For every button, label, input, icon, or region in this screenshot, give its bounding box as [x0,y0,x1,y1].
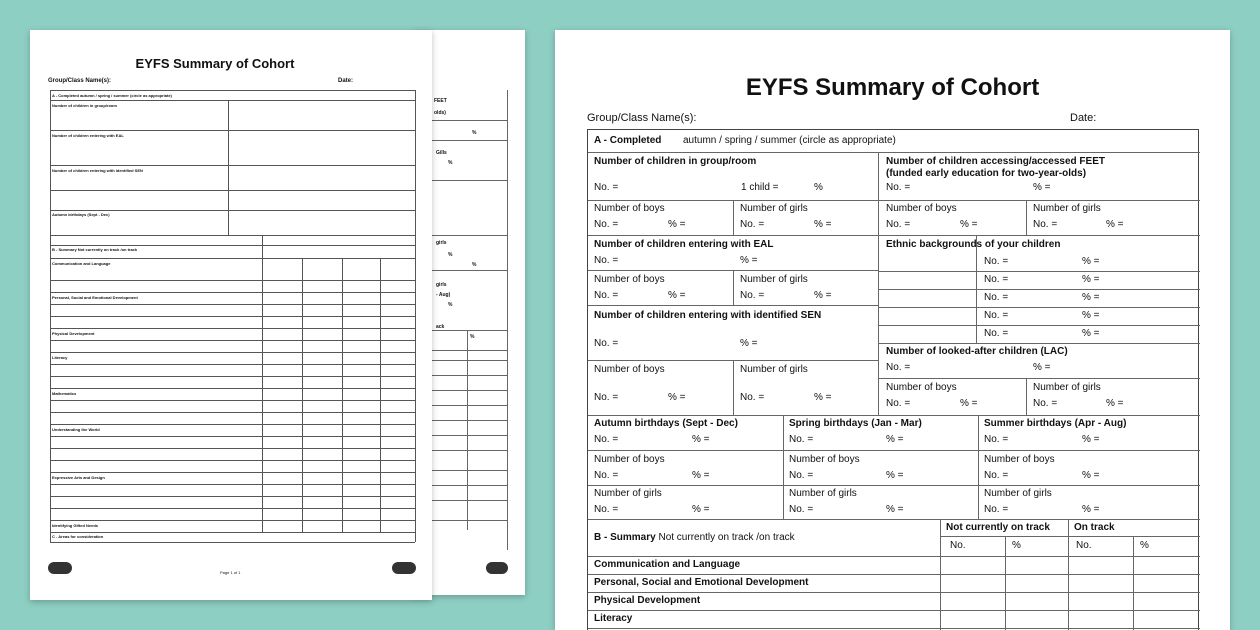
rule [50,165,415,166]
spring-birthdays-label: Spring birthdays (Jan - Mar) [789,418,922,429]
rule [50,352,415,353]
no-field: No. = [886,182,911,193]
thumbnail-row: Identifying Gifted Needs [52,523,99,528]
rule [507,90,508,550]
thumbnail-row: Autumn birthdays (Sept - Dec) [52,212,110,217]
no-field: No. = [789,504,814,515]
thumbnail-group-label: Group/Class Name(s): [48,78,112,84]
section-a-label: A - Completed [594,135,662,146]
back-label: FEET [434,98,447,104]
no-field: No. = [984,292,1009,303]
back-label: girls [436,282,447,288]
eal-label: Number of children entering with EAL [594,239,774,250]
rule [588,592,1200,593]
rule [50,472,415,473]
rule [878,343,1200,344]
rule [588,574,1200,575]
summer-birthdays-label: Summer birthdays (Apr - Aug) [984,418,1127,429]
rule [50,532,415,533]
area-row: Physical Development [594,595,701,606]
rule [50,520,415,521]
back-label: % [448,160,453,166]
rule [50,412,415,413]
percent-field: % = [1082,504,1100,515]
one-child-field: 1 child = [741,182,779,193]
percent-field: % = [1082,292,1100,303]
boys-label: Number of boys [594,274,665,285]
no-field: No. = [886,398,911,409]
boys-label: Number of boys [984,454,1055,465]
rule [50,210,415,211]
ethnic-label: Ethnic backgrounds of your children [886,239,1061,250]
rule [588,628,1200,629]
percent-field: % = [960,398,978,409]
percent-field: % = [1082,328,1100,339]
rule [50,292,415,293]
boys-label: Number of boys [886,203,957,214]
no-field: No. = [594,470,619,481]
children-in-group-label: Number of children in group/room [594,156,757,167]
no-field: No. = [789,470,814,481]
percent-field: % = [740,338,758,349]
no-field: No. = [594,182,619,193]
back-label: % [448,302,453,308]
percent-field: % = [1082,256,1100,267]
rule [50,508,415,509]
rule [878,289,1200,290]
rule [50,316,415,317]
no-field: No. = [984,310,1009,321]
percent-field: % [814,182,823,193]
form-table [587,129,1199,630]
rule [50,388,415,389]
no-column-header: No. [950,540,966,551]
rule [1133,536,1134,630]
logo-icon [392,562,416,574]
no-field: No. = [984,274,1009,285]
rule [940,536,1200,537]
document-page [555,30,1230,630]
thumbnail-date-label: Date: [338,78,354,84]
back-label: ack [436,324,445,330]
percent-field: % = [814,219,832,230]
thumbnail-row: Literacy [52,355,68,360]
rule [976,235,977,343]
rule [733,360,734,415]
back-label: olds) [434,110,446,116]
percent-field: % = [692,470,710,481]
rule [588,200,1200,201]
thumbnail-title: EYFS Summary of Cohort [135,56,295,71]
rule [50,424,415,425]
rule [50,280,415,281]
no-field: No. = [594,504,619,515]
thumbnail-row: Physical Development [52,331,95,336]
rule [588,152,1200,153]
back-label: % [448,252,453,258]
boys-label: Number of boys [594,203,665,214]
percent-field: % = [886,504,904,515]
no-column-header: No. [1076,540,1092,551]
rule [467,330,468,530]
boys-label: Number of boys [594,454,665,465]
section-a-options: autumn / spring / summer (circle as appropriate) [683,135,896,146]
rule [228,100,229,235]
girls-label: Number of girls [740,274,808,285]
no-field: No. = [594,434,619,445]
girls-label: Number of girls [984,488,1052,499]
thumbnail-document-page [30,30,432,600]
rule [50,100,415,101]
percent-field: % = [668,290,686,301]
rule [1026,200,1027,235]
percent-field: % = [1082,310,1100,321]
no-field: No. = [594,338,619,349]
percent-field: % = [814,392,832,403]
rule [588,415,1200,416]
summary-title: B - Summary [594,532,656,543]
back-label: % [472,130,477,136]
rule [878,307,1200,308]
rule [733,270,734,305]
no-field: No. = [984,328,1009,339]
no-field: No. = [984,256,1009,267]
rule [50,190,415,191]
rule [588,610,1200,611]
rule [50,235,415,236]
rule [1068,519,1069,630]
rule [733,200,734,235]
back-label: % [470,334,475,340]
logo-icon [486,562,508,574]
percent-column-header: % [1140,540,1149,551]
back-label: % [472,262,477,268]
rule [50,364,415,365]
boys-label: Number of boys [789,454,860,465]
no-field: No. = [740,219,765,230]
rule [978,415,979,519]
rule [302,258,303,532]
percent-field: % = [1082,434,1100,445]
no-field: No. = [740,290,765,301]
date-label: Date: [1070,112,1097,124]
no-field: No. = [886,219,911,230]
back-label: - Aug) [436,292,451,298]
rule [588,305,878,306]
on-track-header: On track [1074,522,1115,533]
rule [50,448,415,449]
percent-field: % = [1106,398,1124,409]
no-field: No. = [740,392,765,403]
lac-label: Number of looked-after children (LAC) [886,346,1068,357]
area-row: Communication and Language [594,559,741,570]
no-field: No. = [1033,398,1058,409]
no-field: No. = [1033,219,1058,230]
feet-label: Number of children accessing/accessed FEET [886,156,1105,167]
group-class-label: Group/Class Name(s): [587,112,697,124]
rule [588,235,1200,236]
not-on-track-header: Not currently on track [946,522,1050,533]
no-field: No. = [594,255,619,266]
thumbnail-row: Expressive Arts and Design [52,475,105,480]
rule [588,450,1200,451]
rule [588,556,1200,557]
percent-field: % = [668,392,686,403]
rule [50,542,415,543]
feet-sub-label: (funded early education for two-year-olds) [886,168,1087,179]
percent-field: % = [692,504,710,515]
rule [415,90,416,542]
percent-field: % = [886,434,904,445]
thumbnail-row: Number of children in group/room [52,103,117,108]
percent-field: % = [1106,219,1124,230]
area-row: Literacy [594,613,633,624]
percent-field: % = [740,255,758,266]
boys-label: Number of boys [886,382,957,393]
no-field: No. = [984,470,1009,481]
rule [50,304,415,305]
girls-label: Number of girls [1033,382,1101,393]
rule [1005,536,1006,630]
rule [50,245,415,246]
percent-column-header: % [1012,540,1021,551]
thumbnail-row: B - Summary Not currently on track /on track [52,247,138,252]
back-label: girls [436,240,447,246]
percent-field: % = [1033,182,1051,193]
rule [50,90,415,91]
thumbnail-page-number: Page 1 of 1 [220,570,241,575]
rule [50,258,415,259]
rule [50,376,415,377]
rule [262,235,263,258]
rule [262,258,263,532]
thumbnail-row: Communication and Language [52,261,111,266]
summary-sub: Not currently on track /on track [658,532,795,543]
no-field: No. = [594,290,619,301]
percent-field: % = [692,434,710,445]
no-field: No. = [886,362,911,373]
summary-label [594,532,795,544]
no-field: No. = [594,219,619,230]
percent-field: % = [960,219,978,230]
rule [380,258,381,532]
rule [50,90,51,542]
page-title: EYFS Summary of Cohort [745,74,1040,101]
logo-icon [48,562,72,574]
rule [50,400,415,401]
rule [50,436,415,437]
thumbnail-row: Number of children entering with EAL [52,133,124,138]
thumbnail-row: Number of children entering with identified SEN [52,168,143,173]
percent-field: % = [1033,362,1051,373]
no-field: No. = [789,434,814,445]
rule [783,415,784,519]
girls-label: Number of girls [740,364,808,375]
rule [1026,378,1027,415]
rule [50,496,415,497]
boys-label: Number of boys [594,364,665,375]
rule [50,130,415,131]
rule [878,271,1200,272]
autumn-birthdays-label: Autumn birthdays (Sept - Dec) [594,418,738,429]
percent-field: % = [668,219,686,230]
rule [50,328,415,329]
rule [878,152,879,415]
area-row: Personal, Social and Emotional Development [594,577,809,588]
no-field: No. = [984,434,1009,445]
thumbnail-section-a: A - Completed autumn / spring / summer (circle as appropriate) [52,93,172,98]
girls-label: Number of girls [789,488,857,499]
rule [940,519,941,630]
thumbnail-row: Understanding the World [52,427,100,432]
rule [588,519,1200,520]
back-label: Gills [436,150,447,156]
percent-field: % = [1082,470,1100,481]
sen-label: Number of children entering with identified SEN [594,310,822,321]
percent-field: % = [814,290,832,301]
percent-field: % = [886,470,904,481]
rule [588,485,1200,486]
no-field: No. = [594,392,619,403]
rule [50,460,415,461]
thumbnail-row: Personal, Social and Emotional Development [52,295,138,300]
rule [342,258,343,532]
girls-label: Number of girls [594,488,662,499]
girls-label: Number of girls [1033,203,1101,214]
girls-label: Number of girls [740,203,808,214]
percent-field: % = [1082,274,1100,285]
rule [878,378,1200,379]
thumbnail-row: C - Areas for consideration [52,534,104,539]
no-field: No. = [984,504,1009,515]
rule [50,340,415,341]
rule [50,484,415,485]
rule [878,325,1200,326]
thumbnail-row: Mathematics [52,391,77,396]
